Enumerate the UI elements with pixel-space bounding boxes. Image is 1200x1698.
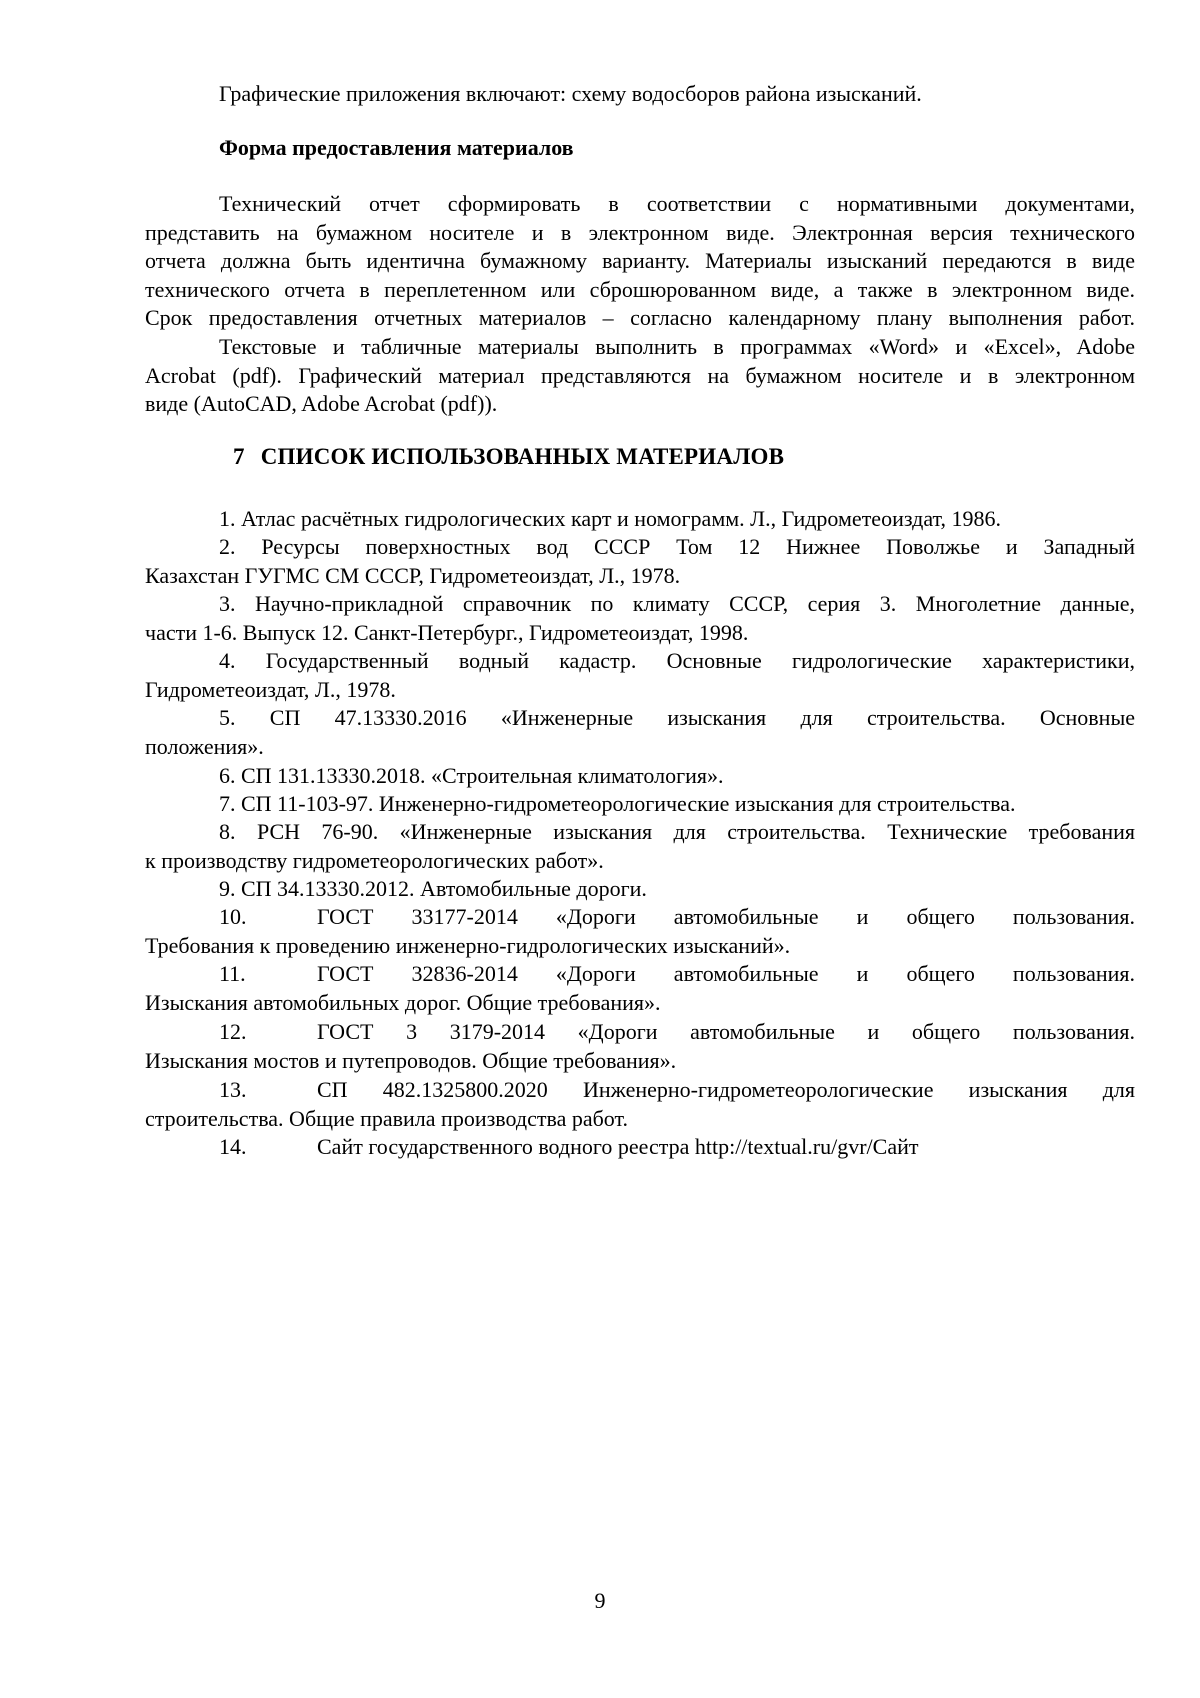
reference-item	[145, 960, 1135, 1017]
section-title: СПИСОК ИСПОЛЬЗОВАННЫХ МАТЕРИАЛОВ	[260, 444, 785, 469]
reference-continuation-line: Изыскания мостов и путепроводов. Общие требования».	[145, 1047, 677, 1073]
reference-text: ГОСТ 33177-2014 «Дороги автомобильные и общего пользования.	[317, 904, 1135, 929]
reference-text: Научно-прикладной справочник по климату СССР, серия 3. Многолетние данные,	[254, 591, 1135, 616]
reference-item	[145, 704, 1135, 761]
text-line: представить на бумажном носителе и в электронном виде. Электронная версия технического	[145, 219, 1135, 245]
reference-first-line	[145, 1076, 1135, 1105]
reference-first-line	[145, 590, 1135, 619]
reference-number: 14.	[219, 1134, 247, 1159]
reference-first-line	[145, 505, 1135, 534]
text-line: технического отчета в переплетенном или сброшюрованном виде, а также в электронном виде.	[145, 276, 1135, 302]
reference-text: ГОСТ 32836-2014 «Дороги автомобильные и общего пользования.	[317, 961, 1135, 986]
reference-number: 3.	[219, 591, 236, 616]
reference-number: 6.	[219, 763, 236, 788]
reference-item	[145, 762, 1135, 791]
text-line: Срок предоставления отчетных материалов – согласно календарному плану выполнения работ.	[145, 305, 1135, 330]
reference-continuation-line: части 1-6. Выпуск 12. Санкт-Петербург., Гидрометеоиздат, 1998.	[145, 619, 749, 645]
reference-continuation-line: Гидрометеоиздат, Л., 1978.	[145, 676, 396, 702]
section-form-paragraph-1	[145, 190, 1135, 333]
page-number: 9	[594, 1588, 606, 1613]
reference-number: 11.	[219, 961, 246, 986]
reference-number: 7.	[219, 791, 236, 816]
reference-first-line	[145, 533, 1135, 562]
section-number: 7	[233, 444, 245, 469]
reference-number: 4.	[219, 648, 236, 673]
reference-item	[145, 533, 1135, 590]
reference-number: 12.	[219, 1019, 247, 1044]
reference-continuation-line: Казахстан ГУГМС СМ СССР, Гидрометеоиздат, Л., 1978.	[145, 562, 681, 588]
text-line: Текстовые и табличные материалы выполнить в программах «Word» и «Excel», Adobe	[219, 334, 1135, 359]
reference-number: 10.	[219, 904, 247, 929]
reference-first-line	[145, 818, 1135, 847]
reference-first-line	[145, 960, 1135, 989]
reference-text: СП 482.1325800.2020 Инженерно-гидрометеорологические изыскания для	[317, 1077, 1135, 1102]
reference-continuation-line: Требования к проведению инженерно-гидрологических изысканий».	[145, 932, 791, 958]
text-line: Технический отчет сформировать в соответствии с нормативными документами,	[219, 191, 1135, 216]
reference-text: Ресурсы поверхностных вод СССР Том 12 Нижнее Поволжье и Западный	[261, 534, 1135, 559]
reference-number: 5.	[219, 705, 236, 730]
reference-item	[145, 647, 1135, 704]
section-form-paragraph-2	[145, 333, 1135, 419]
section-refs-heading	[233, 444, 784, 470]
reference-item	[145, 1076, 1135, 1133]
text-line: Acrobat (pdf). Графический материал представляются на бумажном носителе и в электронном	[145, 362, 1135, 388]
reference-text: Атлас расчётных гидрологических карт и номограмм. Л., Гидрометеоиздат, 1986.	[241, 506, 1001, 531]
reference-number: 9.	[219, 876, 236, 901]
reference-item	[145, 903, 1135, 960]
reference-text: СП 34.13330.2012. Автомобильные дороги.	[241, 876, 647, 901]
reference-first-line	[145, 875, 1135, 904]
reference-item	[145, 505, 1135, 534]
reference-text: Государственный водный кадастр. Основные гидрологические характеристики,	[265, 648, 1135, 673]
reference-continuation-line: положения».	[145, 733, 264, 759]
reference-first-line	[145, 903, 1135, 932]
text-line: виде (AutoCAD, Adobe Acrobat (pdf)).	[145, 391, 498, 416]
reference-item	[145, 1018, 1135, 1075]
reference-first-line	[145, 790, 1135, 819]
reference-text: РСН 76-90. «Инженерные изыскания для строительства. Технические требования	[256, 819, 1136, 844]
reference-item	[145, 790, 1135, 819]
reference-first-line	[145, 1018, 1135, 1047]
reference-number: 8.	[219, 819, 236, 844]
reference-first-line	[145, 704, 1135, 733]
reference-item	[145, 1133, 1135, 1162]
reference-text: СП 11-103-97. Инженерно-гидрометеорологические изыскания для строительства.	[241, 791, 1016, 816]
intro-line: Графические приложения включают: схему водосборов района изысканий.	[219, 81, 922, 106]
section-form-title: Форма предоставления материалов	[219, 135, 574, 160]
reference-text: ГОСТ 3 3179-2014 «Дороги автомобильные и общего пользования.	[317, 1019, 1135, 1044]
reference-text: СП 131.13330.2018. «Строительная климатология».	[241, 763, 724, 788]
reference-number: 1.	[219, 506, 236, 531]
reference-item	[145, 875, 1135, 904]
reference-continuation-line: к производству гидрометеорологических работ».	[145, 847, 604, 873]
reference-continuation-line: строительства. Общие правила производства работ.	[145, 1105, 628, 1131]
reference-text: СП 47.13330.2016 «Инженерные изыскания для строительства. Основные	[269, 705, 1135, 730]
reference-item	[145, 818, 1135, 875]
reference-number: 2.	[219, 534, 236, 559]
reference-text: Сайт государственного водного реестра http://textual.ru/gvr/Сайт	[317, 1134, 919, 1159]
reference-continuation-line: Изыскания автомобильных дорог. Общие требования».	[145, 989, 661, 1015]
text-line: отчета должна быть идентична бумажному варианту. Материалы изысканий передаются в виде	[145, 248, 1135, 273]
reference-first-line	[145, 647, 1135, 676]
reference-first-line	[145, 762, 1135, 791]
reference-item	[145, 590, 1135, 647]
reference-number: 13.	[219, 1077, 247, 1102]
reference-first-line	[145, 1133, 1135, 1162]
